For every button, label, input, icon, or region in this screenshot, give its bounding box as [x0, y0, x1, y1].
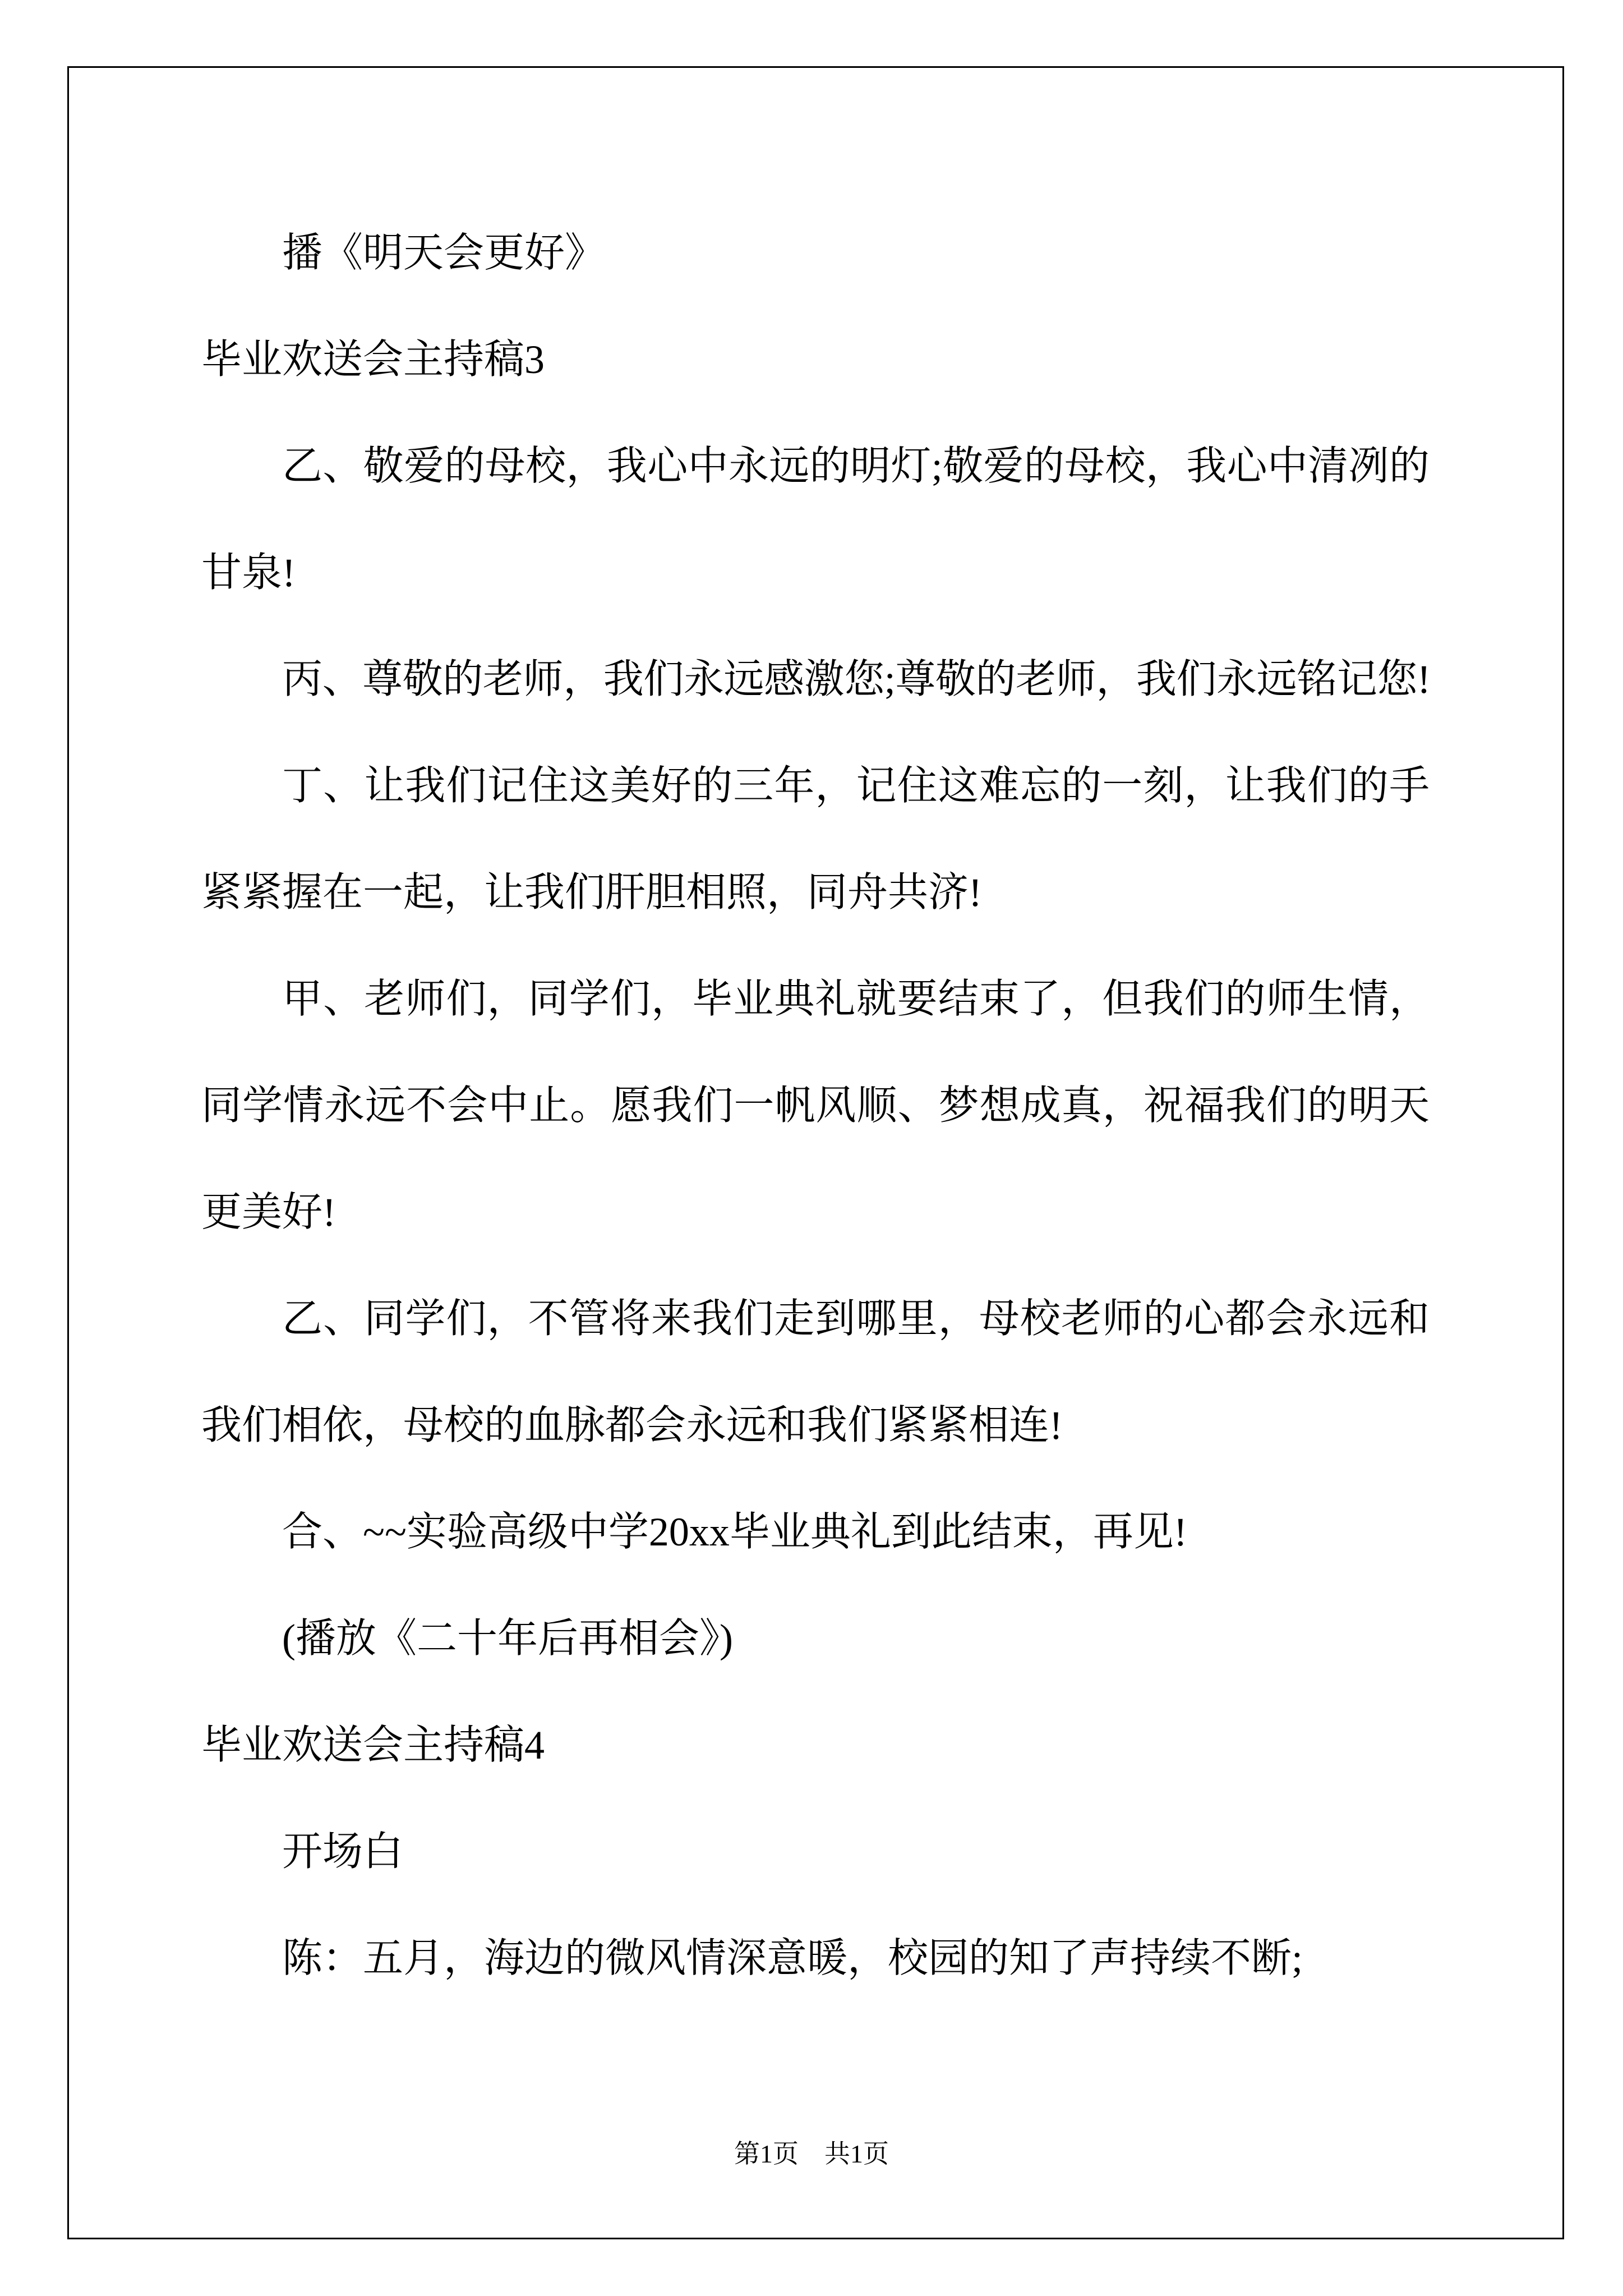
- paragraph-line: 甘泉!: [201, 550, 296, 595]
- paragraph-line: 播《明天会更好》: [282, 231, 606, 275]
- paragraph-line: 乙、同学们，不管将来我们走到哪里，母校老师的心都会永远和: [282, 1296, 1430, 1341]
- paragraph-line: 合、~~实验高级中学20xx毕业典礼到此结束，再见!: [282, 1510, 1187, 1554]
- paragraph-line: 丁、让我们记住这美好的三年，记住这难忘的一刻，让我们的手: [282, 763, 1430, 808]
- page-number-footer: 第1页 共1页: [734, 2139, 889, 2168]
- section-title: 毕业欢送会主持稿4: [201, 1723, 545, 1768]
- paragraph-line: 紧紧握在一起，让我们肝胆相照，同舟共济!: [201, 870, 982, 915]
- paragraph-line: 开场白: [282, 1829, 404, 1874]
- paragraph-line: 乙、敬爱的母校，我心中永远的明灯;敬爱的母校，我心中清冽的: [282, 444, 1430, 489]
- section-title: 毕业欢送会主持稿3: [201, 337, 545, 382]
- paragraph-line: 我们相依，母校的血脉都会永远和我们紧紧相连!: [201, 1403, 1063, 1448]
- document-body: [201, 200, 1430, 2012]
- paragraph-line: 甲、老师们，同学们，毕业典礼就要结束了，但我们的师生情，: [282, 977, 1430, 1022]
- paragraph-line: 陈：五月，海边的微风情深意暖，校园的知了声持续不断;: [282, 1936, 1303, 1981]
- paragraph-line: (播放《二十年后再相会》): [282, 1616, 733, 1661]
- paragraph-line: 同学情永远不会中止。愿我们一帆风顺、梦想成真，祝福我们的明天: [201, 1083, 1430, 1128]
- paragraph-line: 更美好!: [201, 1190, 336, 1235]
- paragraph-line: 丙、尊敬的老师，我们永远感激您;尊敬的老师，我们永远铭记您!: [282, 657, 1430, 702]
